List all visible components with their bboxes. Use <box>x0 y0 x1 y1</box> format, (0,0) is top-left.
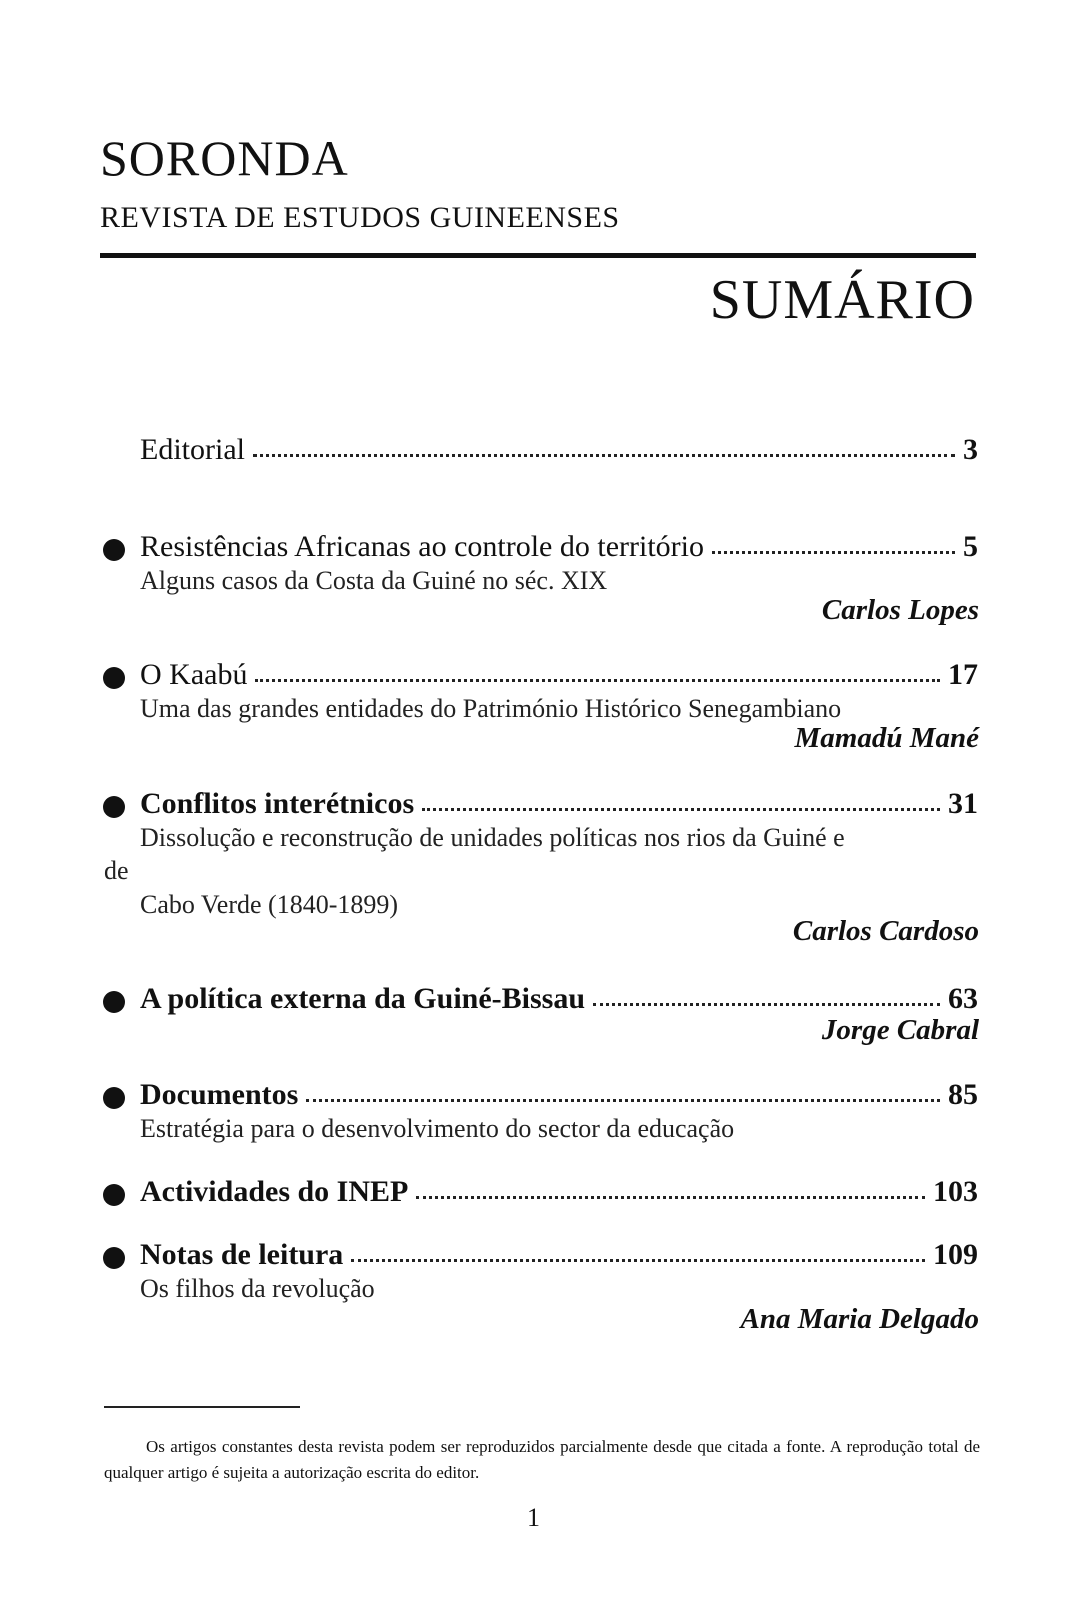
bullet-icon <box>103 796 125 818</box>
toc-entry-page: 5 <box>963 530 978 563</box>
dot-leader <box>712 550 955 554</box>
toc-entry-title: Documentos <box>140 1078 299 1111</box>
dot-leader <box>351 1258 925 1262</box>
toc-entry-page: 17 <box>948 658 978 691</box>
toc-entry-documentos[interactable] <box>140 1078 978 1111</box>
toc-entry-author: Mamadú Mané <box>794 722 979 754</box>
footnote-rule <box>104 1406 300 1408</box>
toc-entry-subtitle: Uma das grandes entidades do Património Histórico Senegambiano <box>140 694 842 723</box>
toc-entry-page: 85 <box>948 1078 978 1111</box>
toc-entry-subtitle-continued: Cabo Verde (1840-1899) <box>140 890 399 919</box>
bullet-icon <box>103 1247 125 1269</box>
toc-entry-title: Editorial <box>140 433 245 466</box>
dot-leader <box>253 453 955 457</box>
bullet-icon <box>103 1087 125 1109</box>
toc-entry-kaabu[interactable] <box>140 658 978 691</box>
toc-entry-page: 63 <box>948 982 978 1015</box>
dot-leader <box>255 678 940 682</box>
toc-entry-title: Conflitos interétnicos <box>140 787 415 820</box>
page-number: 1 <box>527 1503 540 1532</box>
bullet-icon <box>103 991 125 1013</box>
toc-entry-page: 3 <box>963 433 978 466</box>
toc-entry-notas-de-leitura[interactable] <box>140 1238 978 1271</box>
bullet-icon <box>103 539 125 561</box>
toc-entry-title: A política externa da Guiné-Bissau <box>140 982 586 1015</box>
dot-leader <box>306 1098 940 1102</box>
toc-entry-conflitos[interactable] <box>140 787 978 820</box>
toc-entry-subtitle: Os filhos da revolução <box>140 1274 375 1303</box>
toc-entry-subtitle-wrap: de <box>104 856 129 885</box>
toc-entry-title: Notas de leitura <box>140 1238 344 1271</box>
toc-entry-subtitle: Dissolução e reconstrução de unidades políticas nos rios da Guiné e <box>140 823 845 852</box>
toc-entry-author: Jorge Cabral <box>821 1014 979 1046</box>
toc-entry-title: Resistências Africanas ao controle do território <box>140 530 704 563</box>
toc-entry-author: Ana Maria Delgado <box>740 1303 979 1335</box>
toc-entry-politica-externa[interactable] <box>140 982 978 1015</box>
toc-entry-subtitle: Alguns casos da Costa da Guiné no séc. XIX <box>140 566 608 595</box>
toc-entry-author: Carlos Lopes <box>821 594 979 626</box>
toc-entry-page: 31 <box>948 787 978 820</box>
toc-entry-author: Carlos Cardoso <box>792 915 979 947</box>
toc-entry-title: Actividades do INEP <box>140 1175 409 1208</box>
toc-entry-subtitle: Estratégia para o desenvolvimento do sector da educação <box>140 1114 735 1143</box>
toc-entry-editorial[interactable] <box>140 433 978 466</box>
toc-entry-title: O Kaabú <box>140 658 248 691</box>
dot-leader <box>593 1002 940 1006</box>
dot-leader <box>416 1195 925 1199</box>
toc-entry-resistencias[interactable] <box>140 530 978 563</box>
toc-entry-page: 103 <box>933 1175 978 1208</box>
bullet-icon <box>103 667 125 689</box>
toc-entry-page: 109 <box>933 1238 978 1271</box>
section-title: SUMÁRIO <box>709 269 975 331</box>
dot-leader <box>422 807 940 811</box>
bullet-icon <box>103 1184 125 1206</box>
toc-entry-actividades[interactable] <box>140 1175 978 1208</box>
journal-title: SORONDA <box>100 130 349 186</box>
footnote: Os artigos constantes desta revista podem ser reproduzidos parcialmente desde que citada a fonte. A reprodução total de qualquer artigo é sujeita a autorização escrita do editor. <box>104 1437 980 1483</box>
journal-subtitle: REVISTA DE ESTUDOS GUINEENSES <box>100 201 620 234</box>
header-rule <box>100 253 976 258</box>
